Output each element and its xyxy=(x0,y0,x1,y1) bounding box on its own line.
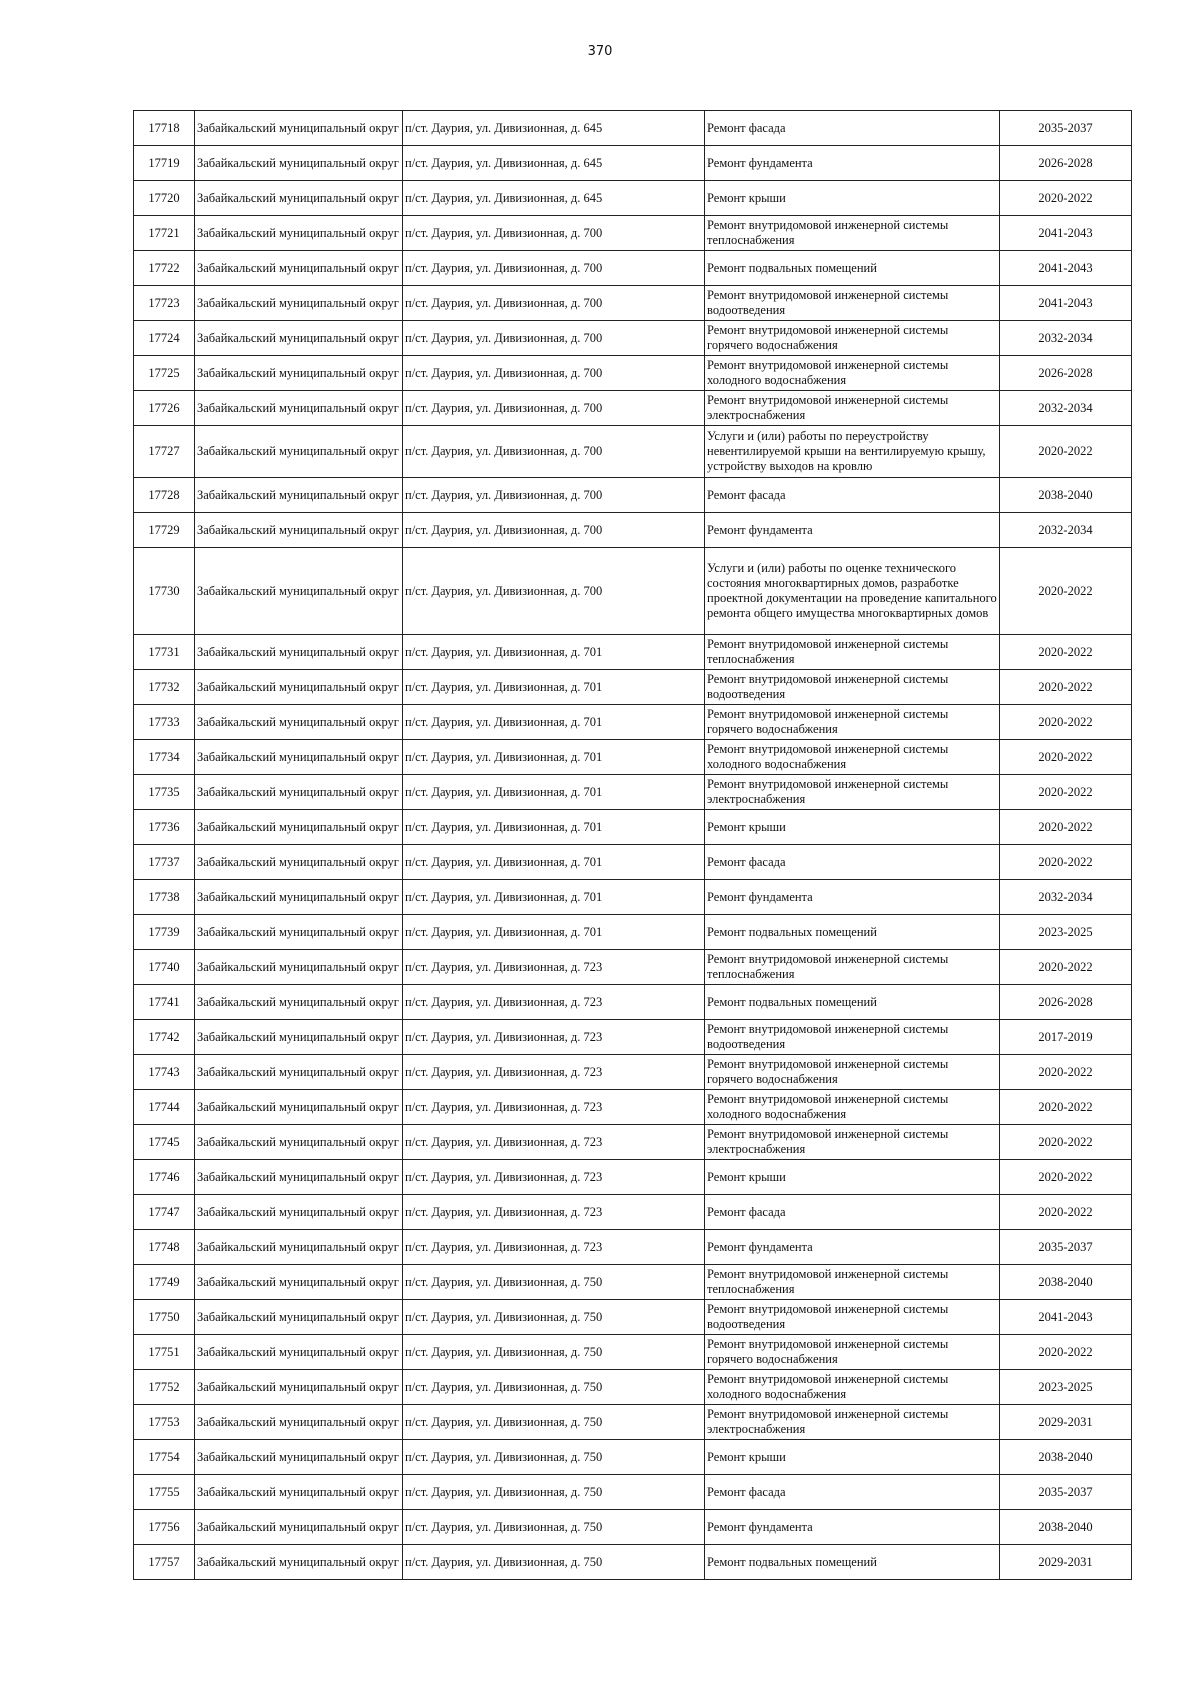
row-number-cell: 17744 xyxy=(134,1090,195,1125)
table-row xyxy=(134,1300,1132,1335)
period-cell: 2020-2022 xyxy=(1000,1125,1132,1160)
period-cell: 2020-2022 xyxy=(1000,181,1132,216)
work-type-cell: Ремонт внутридомовой инженерной системы горячего водоснабжения xyxy=(705,321,1000,356)
period-cell: 2035-2037 xyxy=(1000,111,1132,146)
row-number-cell: 17720 xyxy=(134,181,195,216)
address-cell: п/ст. Даурия, ул. Дивизионная, д. 645 xyxy=(403,146,705,181)
row-number-cell: 17721 xyxy=(134,216,195,251)
municipality-cell: Забайкальский муниципальный округ xyxy=(195,251,403,286)
work-type-cell: Ремонт внутридомовой инженерной системы теплоснабжения xyxy=(705,216,1000,251)
work-type-cell: Ремонт внутридомовой инженерной системы электроснабжения xyxy=(705,1125,1000,1160)
work-type-cell: Ремонт крыши xyxy=(705,181,1000,216)
period-cell: 2032-2034 xyxy=(1000,321,1132,356)
table-row xyxy=(134,251,1132,286)
period-cell: 2023-2025 xyxy=(1000,915,1132,950)
work-type-cell: Ремонт внутридомовой инженерной системы горячего водоснабжения xyxy=(705,705,1000,740)
table-row xyxy=(134,548,1132,635)
row-number-cell: 17719 xyxy=(134,146,195,181)
municipality-cell: Забайкальский муниципальный округ xyxy=(195,915,403,950)
table-row xyxy=(134,426,1132,478)
period-cell: 2038-2040 xyxy=(1000,1510,1132,1545)
work-type-cell: Ремонт фундамента xyxy=(705,1230,1000,1265)
work-type-cell: Ремонт внутридомовой инженерной системы электроснабжения xyxy=(705,775,1000,810)
work-type-cell: Ремонт фасада xyxy=(705,478,1000,513)
work-type-cell: Ремонт внутридомовой инженерной системы теплоснабжения xyxy=(705,950,1000,985)
municipality-cell: Забайкальский муниципальный округ xyxy=(195,321,403,356)
period-cell: 2038-2040 xyxy=(1000,1440,1132,1475)
row-number-cell: 17729 xyxy=(134,513,195,548)
address-cell: п/ст. Даурия, ул. Дивизионная, д. 750 xyxy=(403,1265,705,1300)
period-cell: 2020-2022 xyxy=(1000,775,1132,810)
work-type-cell: Ремонт внутридомовой инженерной системы горячего водоснабжения xyxy=(705,1055,1000,1090)
row-number-cell: 17722 xyxy=(134,251,195,286)
address-cell: п/ст. Даурия, ул. Дивизионная, д. 701 xyxy=(403,915,705,950)
row-number-cell: 17741 xyxy=(134,985,195,1020)
work-type-cell: Ремонт подвальных помещений xyxy=(705,915,1000,950)
table-row xyxy=(134,1055,1132,1090)
row-number-cell: 17728 xyxy=(134,478,195,513)
work-type-cell: Ремонт фасада xyxy=(705,111,1000,146)
table-row xyxy=(134,740,1132,775)
table-row xyxy=(134,111,1132,146)
period-cell: 2032-2034 xyxy=(1000,391,1132,426)
municipality-cell: Забайкальский муниципальный округ xyxy=(195,1300,403,1335)
row-number-cell: 17746 xyxy=(134,1160,195,1195)
address-cell: п/ст. Даурия, ул. Дивизионная, д. 701 xyxy=(403,635,705,670)
row-number-cell: 17723 xyxy=(134,286,195,321)
municipality-cell: Забайкальский муниципальный округ xyxy=(195,478,403,513)
work-type-cell: Ремонт внутридомовой инженерной системы теплоснабжения xyxy=(705,635,1000,670)
address-cell: п/ст. Даурия, ул. Дивизионная, д. 750 xyxy=(403,1335,705,1370)
period-cell: 2020-2022 xyxy=(1000,705,1132,740)
work-type-cell: Ремонт фундамента xyxy=(705,880,1000,915)
address-cell: п/ст. Даурия, ул. Дивизионная, д. 723 xyxy=(403,1055,705,1090)
work-type-cell: Ремонт фундамента xyxy=(705,1510,1000,1545)
address-cell: п/ст. Даурия, ул. Дивизионная, д. 723 xyxy=(403,1090,705,1125)
row-number-cell: 17733 xyxy=(134,705,195,740)
municipality-cell: Забайкальский муниципальный округ xyxy=(195,635,403,670)
work-type-cell: Ремонт внутридомовой инженерной системы водоотведения xyxy=(705,1300,1000,1335)
address-cell: п/ст. Даурия, ул. Дивизионная, д. 723 xyxy=(403,1160,705,1195)
row-number-cell: 17725 xyxy=(134,356,195,391)
table-row xyxy=(134,985,1132,1020)
period-cell: 2020-2022 xyxy=(1000,1160,1132,1195)
row-number-cell: 17736 xyxy=(134,810,195,845)
municipality-cell: Забайкальский муниципальный округ xyxy=(195,513,403,548)
row-number-cell: 17734 xyxy=(134,740,195,775)
row-number-cell: 17740 xyxy=(134,950,195,985)
municipality-cell: Забайкальский муниципальный округ xyxy=(195,810,403,845)
municipality-cell: Забайкальский муниципальный округ xyxy=(195,1475,403,1510)
work-type-cell: Ремонт внутридомовой инженерной системы теплоснабжения xyxy=(705,1265,1000,1300)
table-row xyxy=(134,321,1132,356)
municipality-cell: Забайкальский муниципальный округ xyxy=(195,705,403,740)
row-number-cell: 17737 xyxy=(134,845,195,880)
table-row xyxy=(134,1545,1132,1580)
row-number-cell: 17751 xyxy=(134,1335,195,1370)
municipality-cell: Забайкальский муниципальный округ xyxy=(195,146,403,181)
municipality-cell: Забайкальский муниципальный округ xyxy=(195,286,403,321)
row-number-cell: 17731 xyxy=(134,635,195,670)
table-row xyxy=(134,1195,1132,1230)
work-type-cell: Ремонт фасада xyxy=(705,1195,1000,1230)
period-cell: 2041-2043 xyxy=(1000,216,1132,251)
work-type-cell: Ремонт фасада xyxy=(705,845,1000,880)
period-cell: 2023-2025 xyxy=(1000,1370,1132,1405)
work-type-cell: Ремонт подвальных помещений xyxy=(705,1545,1000,1580)
address-cell: п/ст. Даурия, ул. Дивизионная, д. 723 xyxy=(403,985,705,1020)
row-number-cell: 17743 xyxy=(134,1055,195,1090)
row-number-cell: 17742 xyxy=(134,1020,195,1055)
row-number-cell: 17732 xyxy=(134,670,195,705)
address-cell: п/ст. Даурия, ул. Дивизионная, д. 701 xyxy=(403,705,705,740)
municipality-cell: Забайкальский муниципальный округ xyxy=(195,111,403,146)
work-type-cell: Услуги и (или) работы по оценке технического состояния многоквартирных домов, разработке проектной документации на проведение капитального ремонта общего имущества многоквартирных домов xyxy=(705,548,1000,635)
table-row xyxy=(134,356,1132,391)
address-cell: п/ст. Даурия, ул. Дивизионная, д. 750 xyxy=(403,1300,705,1335)
address-cell: п/ст. Даурия, ул. Дивизионная, д. 700 xyxy=(403,391,705,426)
row-number-cell: 17754 xyxy=(134,1440,195,1475)
work-type-cell: Ремонт подвальных помещений xyxy=(705,251,1000,286)
row-number-cell: 17750 xyxy=(134,1300,195,1335)
municipality-cell: Забайкальский муниципальный округ xyxy=(195,1370,403,1405)
work-type-cell: Ремонт крыши xyxy=(705,810,1000,845)
address-cell: п/ст. Даурия, ул. Дивизионная, д. 701 xyxy=(403,775,705,810)
table-row xyxy=(134,1090,1132,1125)
municipality-cell: Забайкальский муниципальный округ xyxy=(195,391,403,426)
table-row xyxy=(134,880,1132,915)
table-row xyxy=(134,950,1132,985)
row-number-cell: 17726 xyxy=(134,391,195,426)
row-number-cell: 17749 xyxy=(134,1265,195,1300)
table-row xyxy=(134,513,1132,548)
period-cell: 2020-2022 xyxy=(1000,670,1132,705)
row-number-cell: 17739 xyxy=(134,915,195,950)
row-number-cell: 17730 xyxy=(134,548,195,635)
table-row xyxy=(134,1440,1132,1475)
municipality-cell: Забайкальский муниципальный округ xyxy=(195,740,403,775)
work-type-cell: Ремонт внутридомовой инженерной системы водоотведения xyxy=(705,670,1000,705)
address-cell: п/ст. Даурия, ул. Дивизионная, д. 750 xyxy=(403,1510,705,1545)
municipality-cell: Забайкальский муниципальный округ xyxy=(195,1020,403,1055)
work-type-cell: Ремонт внутридомовой инженерной системы горячего водоснабжения xyxy=(705,1335,1000,1370)
work-type-cell: Ремонт крыши xyxy=(705,1160,1000,1195)
municipality-cell: Забайкальский муниципальный округ xyxy=(195,1090,403,1125)
address-cell: п/ст. Даурия, ул. Дивизионная, д. 700 xyxy=(403,216,705,251)
address-cell: п/ст. Даурия, ул. Дивизионная, д. 700 xyxy=(403,513,705,548)
address-cell: п/ст. Даурия, ул. Дивизионная, д. 750 xyxy=(403,1440,705,1475)
address-cell: п/ст. Даурия, ул. Дивизионная, д. 723 xyxy=(403,1020,705,1055)
municipality-cell: Забайкальский муниципальный округ xyxy=(195,670,403,705)
row-number-cell: 17718 xyxy=(134,111,195,146)
table-row xyxy=(134,845,1132,880)
period-cell: 2029-2031 xyxy=(1000,1405,1132,1440)
row-number-cell: 17756 xyxy=(134,1510,195,1545)
table-row xyxy=(134,775,1132,810)
row-number-cell: 17738 xyxy=(134,880,195,915)
municipality-cell: Забайкальский муниципальный округ xyxy=(195,1265,403,1300)
row-number-cell: 17735 xyxy=(134,775,195,810)
work-type-cell: Ремонт внутридомовой инженерной системы холодного водоснабжения xyxy=(705,1370,1000,1405)
municipality-cell: Забайкальский муниципальный округ xyxy=(195,1195,403,1230)
period-cell: 2032-2034 xyxy=(1000,513,1132,548)
municipality-cell: Забайкальский муниципальный округ xyxy=(195,845,403,880)
period-cell: 2020-2022 xyxy=(1000,1195,1132,1230)
address-cell: п/ст. Даурия, ул. Дивизионная, д. 701 xyxy=(403,845,705,880)
table-row xyxy=(134,391,1132,426)
table-row xyxy=(134,286,1132,321)
table-row xyxy=(134,670,1132,705)
row-number-cell: 17748 xyxy=(134,1230,195,1265)
address-cell: п/ст. Даурия, ул. Дивизионная, д. 645 xyxy=(403,111,705,146)
period-cell: 2035-2037 xyxy=(1000,1475,1132,1510)
address-cell: п/ст. Даурия, ул. Дивизионная, д. 723 xyxy=(403,950,705,985)
address-cell: п/ст. Даурия, ул. Дивизионная, д. 700 xyxy=(403,321,705,356)
period-cell: 2020-2022 xyxy=(1000,548,1132,635)
period-cell: 2038-2040 xyxy=(1000,1265,1132,1300)
work-type-cell: Ремонт подвальных помещений xyxy=(705,985,1000,1020)
address-cell: п/ст. Даурия, ул. Дивизионная, д. 750 xyxy=(403,1405,705,1440)
municipality-cell: Забайкальский муниципальный округ xyxy=(195,1055,403,1090)
row-number-cell: 17747 xyxy=(134,1195,195,1230)
table-row xyxy=(134,146,1132,181)
period-cell: 2020-2022 xyxy=(1000,426,1132,478)
address-cell: п/ст. Даурия, ул. Дивизионная, д. 750 xyxy=(403,1475,705,1510)
period-cell: 2020-2022 xyxy=(1000,1090,1132,1125)
table-row xyxy=(134,1230,1132,1265)
period-cell: 2026-2028 xyxy=(1000,356,1132,391)
table-row xyxy=(134,216,1132,251)
municipality-cell: Забайкальский муниципальный округ xyxy=(195,985,403,1020)
municipality-cell: Забайкальский муниципальный округ xyxy=(195,356,403,391)
period-cell: 2026-2028 xyxy=(1000,985,1132,1020)
period-cell: 2041-2043 xyxy=(1000,251,1132,286)
work-type-cell: Ремонт внутридомовой инженерной системы электроснабжения xyxy=(705,391,1000,426)
municipality-cell: Забайкальский муниципальный округ xyxy=(195,880,403,915)
address-cell: п/ст. Даурия, ул. Дивизионная, д. 701 xyxy=(403,670,705,705)
work-type-cell: Ремонт внутридомовой инженерной системы электроснабжения xyxy=(705,1405,1000,1440)
work-type-cell: Ремонт внутридомовой инженерной системы холодного водоснабжения xyxy=(705,740,1000,775)
municipality-cell: Забайкальский муниципальный округ xyxy=(195,1405,403,1440)
period-cell: 2038-2040 xyxy=(1000,478,1132,513)
address-cell: п/ст. Даурия, ул. Дивизионная, д. 701 xyxy=(403,810,705,845)
table-row xyxy=(134,478,1132,513)
repair-schedule-table xyxy=(133,110,1132,1580)
address-cell: п/ст. Даурия, ул. Дивизионная, д. 723 xyxy=(403,1195,705,1230)
row-number-cell: 17745 xyxy=(134,1125,195,1160)
table-row xyxy=(134,705,1132,740)
address-cell: п/ст. Даурия, ул. Дивизионная, д. 750 xyxy=(403,1545,705,1580)
row-number-cell: 17755 xyxy=(134,1475,195,1510)
row-number-cell: 17753 xyxy=(134,1405,195,1440)
address-cell: п/ст. Даурия, ул. Дивизионная, д. 700 xyxy=(403,251,705,286)
table-row xyxy=(134,1335,1132,1370)
municipality-cell: Забайкальский муниципальный округ xyxy=(195,1510,403,1545)
municipality-cell: Забайкальский муниципальный округ xyxy=(195,426,403,478)
address-cell: п/ст. Даурия, ул. Дивизионная, д. 645 xyxy=(403,181,705,216)
address-cell: п/ст. Даурия, ул. Дивизионная, д. 700 xyxy=(403,426,705,478)
municipality-cell: Забайкальский муниципальный округ xyxy=(195,1160,403,1195)
table-row xyxy=(134,810,1132,845)
table-row xyxy=(134,181,1132,216)
row-number-cell: 17752 xyxy=(134,1370,195,1405)
municipality-cell: Забайкальский муниципальный округ xyxy=(195,548,403,635)
row-number-cell: 17757 xyxy=(134,1545,195,1580)
work-type-cell: Ремонт фундамента xyxy=(705,146,1000,181)
municipality-cell: Забайкальский муниципальный округ xyxy=(195,216,403,251)
period-cell: 2041-2043 xyxy=(1000,286,1132,321)
work-type-cell: Ремонт фасада xyxy=(705,1475,1000,1510)
table-row xyxy=(134,635,1132,670)
address-cell: п/ст. Даурия, ул. Дивизионная, д. 701 xyxy=(403,880,705,915)
period-cell: 2020-2022 xyxy=(1000,810,1132,845)
table-row xyxy=(134,915,1132,950)
work-type-cell: Ремонт внутридомовой инженерной системы холодного водоснабжения xyxy=(705,356,1000,391)
table-body xyxy=(134,111,1132,1580)
period-cell: 2020-2022 xyxy=(1000,1335,1132,1370)
period-cell: 2017-2019 xyxy=(1000,1020,1132,1055)
work-type-cell: Ремонт фундамента xyxy=(705,513,1000,548)
row-number-cell: 17727 xyxy=(134,426,195,478)
municipality-cell: Забайкальский муниципальный округ xyxy=(195,1230,403,1265)
address-cell: п/ст. Даурия, ул. Дивизионная, д. 700 xyxy=(403,548,705,635)
address-cell: п/ст. Даурия, ул. Дивизионная, д. 701 xyxy=(403,740,705,775)
period-cell: 2020-2022 xyxy=(1000,845,1132,880)
period-cell: 2035-2037 xyxy=(1000,1230,1132,1265)
address-cell: п/ст. Даурия, ул. Дивизионная, д. 750 xyxy=(403,1370,705,1405)
municipality-cell: Забайкальский муниципальный округ xyxy=(195,1545,403,1580)
municipality-cell: Забайкальский муниципальный округ xyxy=(195,1440,403,1475)
page-number: 370 xyxy=(587,44,613,59)
period-cell: 2020-2022 xyxy=(1000,1055,1132,1090)
period-cell: 2032-2034 xyxy=(1000,880,1132,915)
table-row xyxy=(134,1475,1132,1510)
period-cell: 2041-2043 xyxy=(1000,1300,1132,1335)
table-row xyxy=(134,1405,1132,1440)
table-row xyxy=(134,1160,1132,1195)
address-cell: п/ст. Даурия, ул. Дивизионная, д. 700 xyxy=(403,356,705,391)
municipality-cell: Забайкальский муниципальный округ xyxy=(195,1335,403,1370)
period-cell: 2029-2031 xyxy=(1000,1545,1132,1580)
municipality-cell: Забайкальский муниципальный округ xyxy=(195,181,403,216)
address-cell: п/ст. Даурия, ул. Дивизионная, д. 723 xyxy=(403,1230,705,1265)
municipality-cell: Забайкальский муниципальный округ xyxy=(195,1125,403,1160)
table-row xyxy=(134,1265,1132,1300)
period-cell: 2020-2022 xyxy=(1000,950,1132,985)
row-number-cell: 17724 xyxy=(134,321,195,356)
work-type-cell: Услуги и (или) работы по переустройству невентилируемой крыши на вентилируемую крышу, устройству выходов на кровлю xyxy=(705,426,1000,478)
period-cell: 2026-2028 xyxy=(1000,146,1132,181)
work-type-cell: Ремонт крыши xyxy=(705,1440,1000,1475)
address-cell: п/ст. Даурия, ул. Дивизионная, д. 723 xyxy=(403,1125,705,1160)
municipality-cell: Забайкальский муниципальный округ xyxy=(195,775,403,810)
table-row xyxy=(134,1510,1132,1545)
address-cell: п/ст. Даурия, ул. Дивизионная, д. 700 xyxy=(403,478,705,513)
period-cell: 2020-2022 xyxy=(1000,635,1132,670)
address-cell: п/ст. Даурия, ул. Дивизионная, д. 700 xyxy=(403,286,705,321)
table-row xyxy=(134,1125,1132,1160)
table-row xyxy=(134,1020,1132,1055)
work-type-cell: Ремонт внутридомовой инженерной системы холодного водоснабжения xyxy=(705,1090,1000,1125)
table-row xyxy=(134,1370,1132,1405)
period-cell: 2020-2022 xyxy=(1000,740,1132,775)
municipality-cell: Забайкальский муниципальный округ xyxy=(195,950,403,985)
work-type-cell: Ремонт внутридомовой инженерной системы водоотведения xyxy=(705,1020,1000,1055)
work-type-cell: Ремонт внутридомовой инженерной системы водоотведения xyxy=(705,286,1000,321)
